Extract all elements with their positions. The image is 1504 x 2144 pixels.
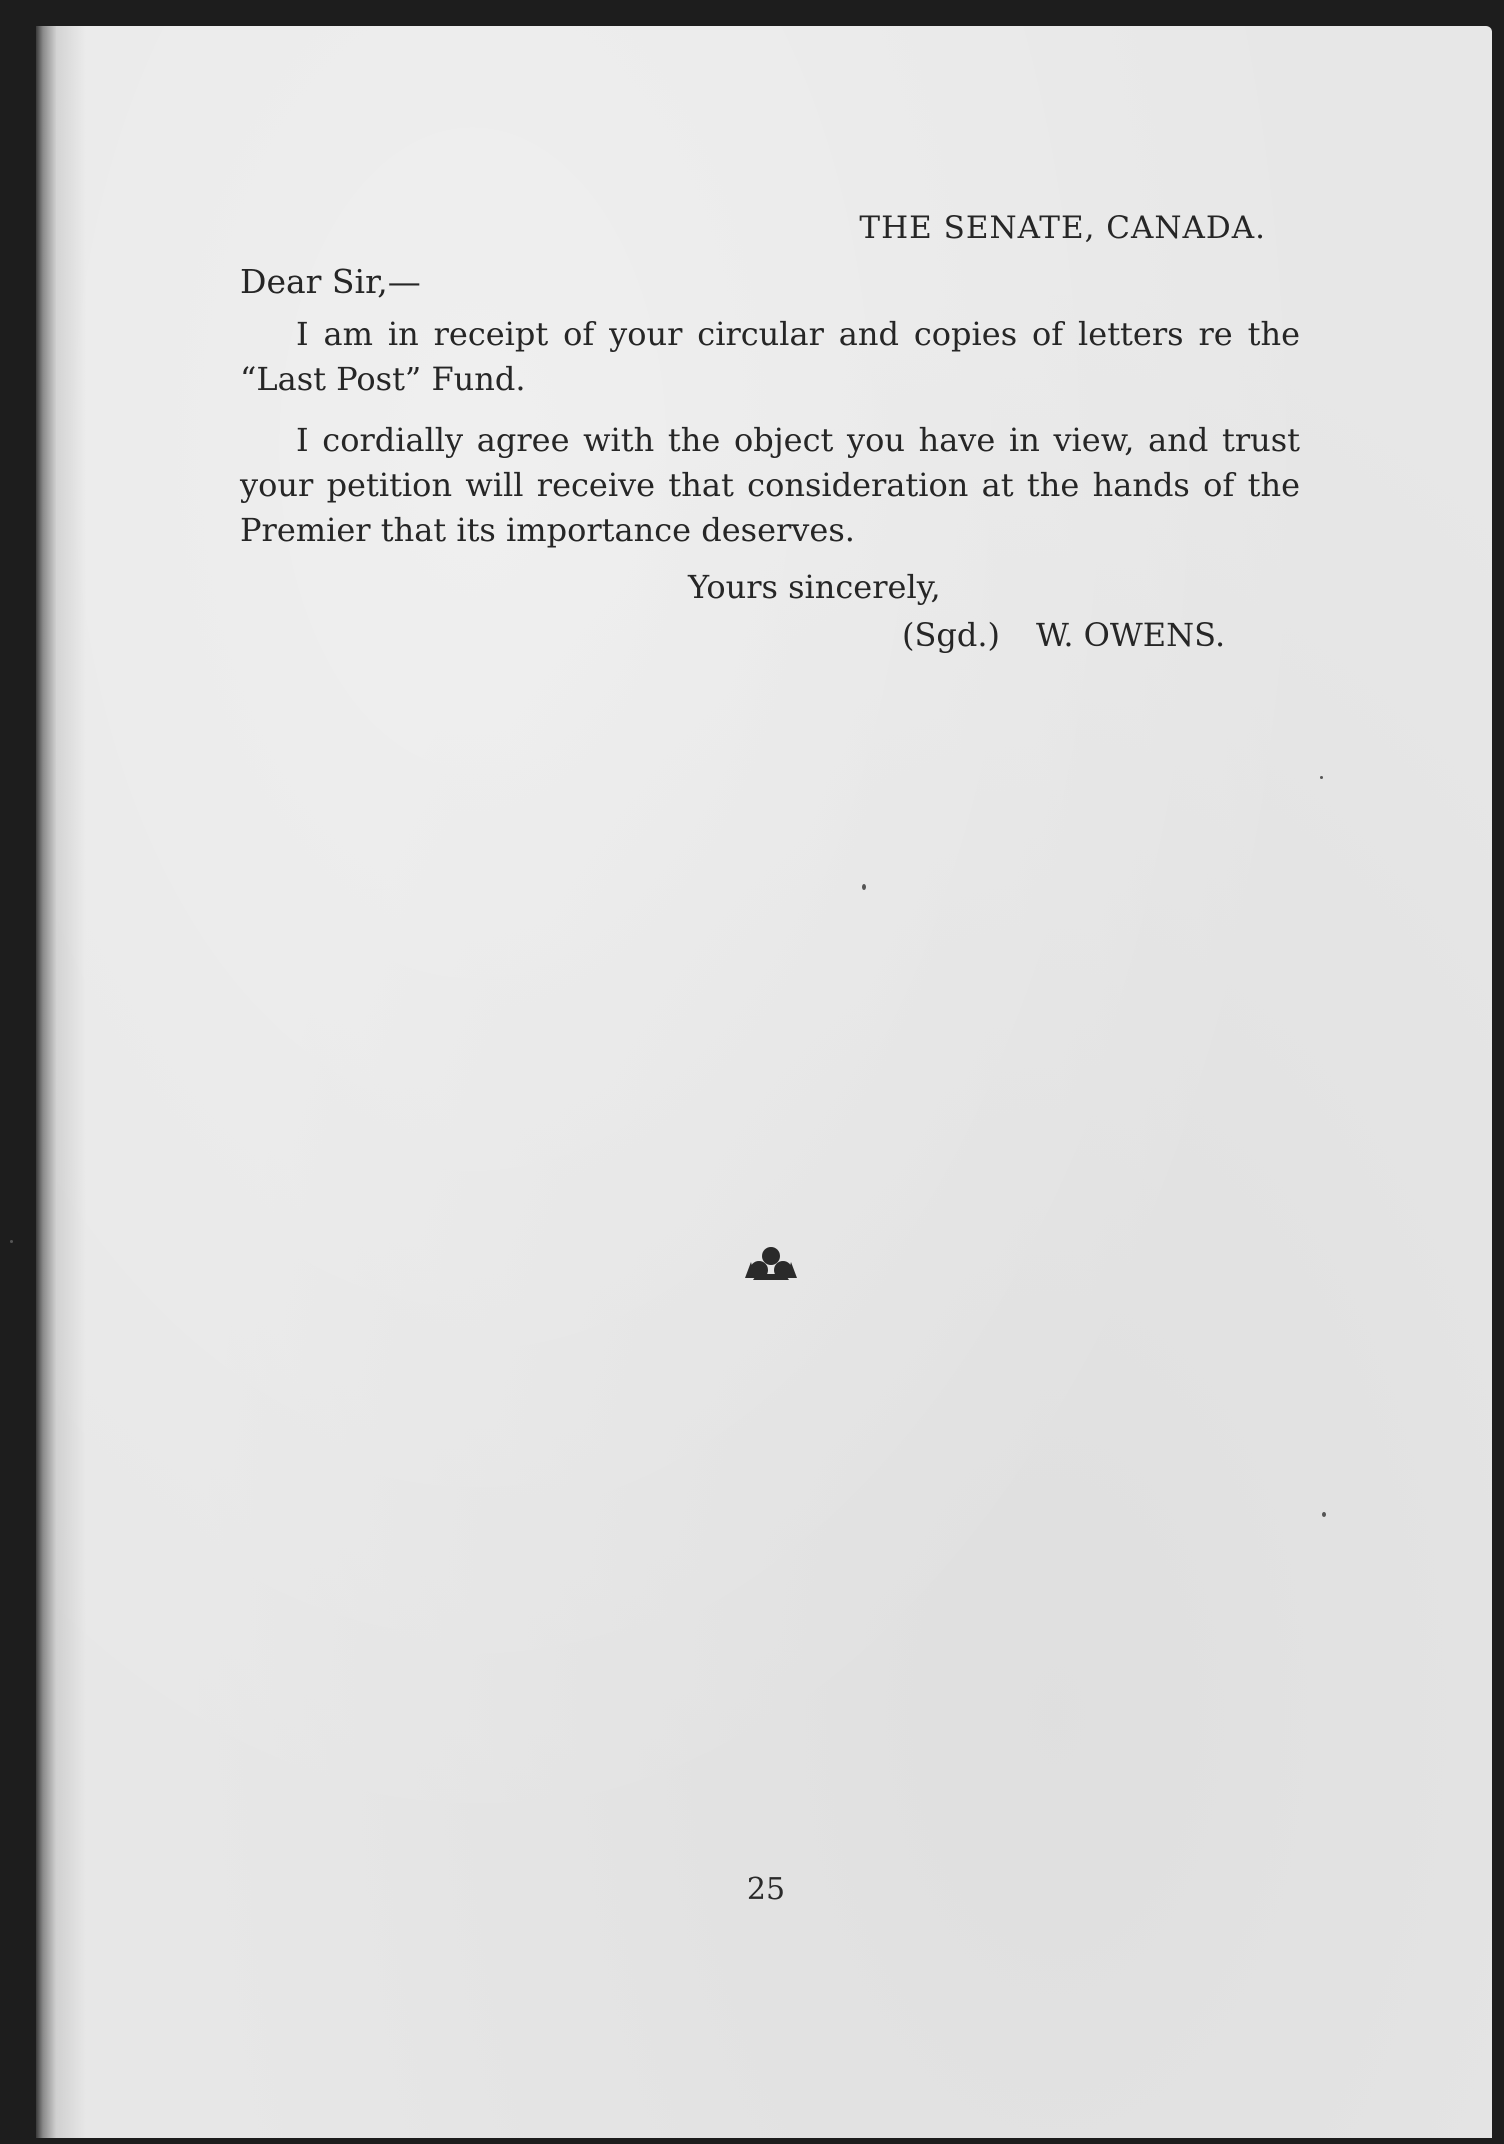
paragraph-2-text: I cordially agree with the object you have in view, and trust your petition will receive that consideration at the hands of the Premier that its importance deserves. — [240, 421, 1300, 549]
paper-speck — [1320, 776, 1323, 779]
paper-speck — [10, 1240, 13, 1243]
closing-line: Yours sincerely, — [688, 568, 941, 606]
salutation: Dear Sir,— — [240, 262, 421, 301]
paper-speck — [862, 884, 866, 890]
trefoil-ornament-icon — [745, 1244, 797, 1288]
book-spine-edge — [36, 26, 56, 2138]
letter-paragraph-1 — [240, 312, 1300, 402]
paragraph-1-text: I am in receipt of your circular and copies of letters re the “Last Post” Fund. — [240, 315, 1300, 398]
signature-prefix: (Sgd.) — [902, 616, 1001, 654]
letter-paragraph-2 — [240, 418, 1300, 553]
page-number: 25 — [746, 1872, 786, 1907]
signature-name: W. OWENS. — [1036, 616, 1226, 654]
letter-heading: THE SENATE, CANADA. — [859, 210, 1266, 246]
gutter-shadow — [56, 26, 86, 2138]
signature-line — [902, 616, 1225, 654]
paper-speck — [1322, 1512, 1326, 1517]
